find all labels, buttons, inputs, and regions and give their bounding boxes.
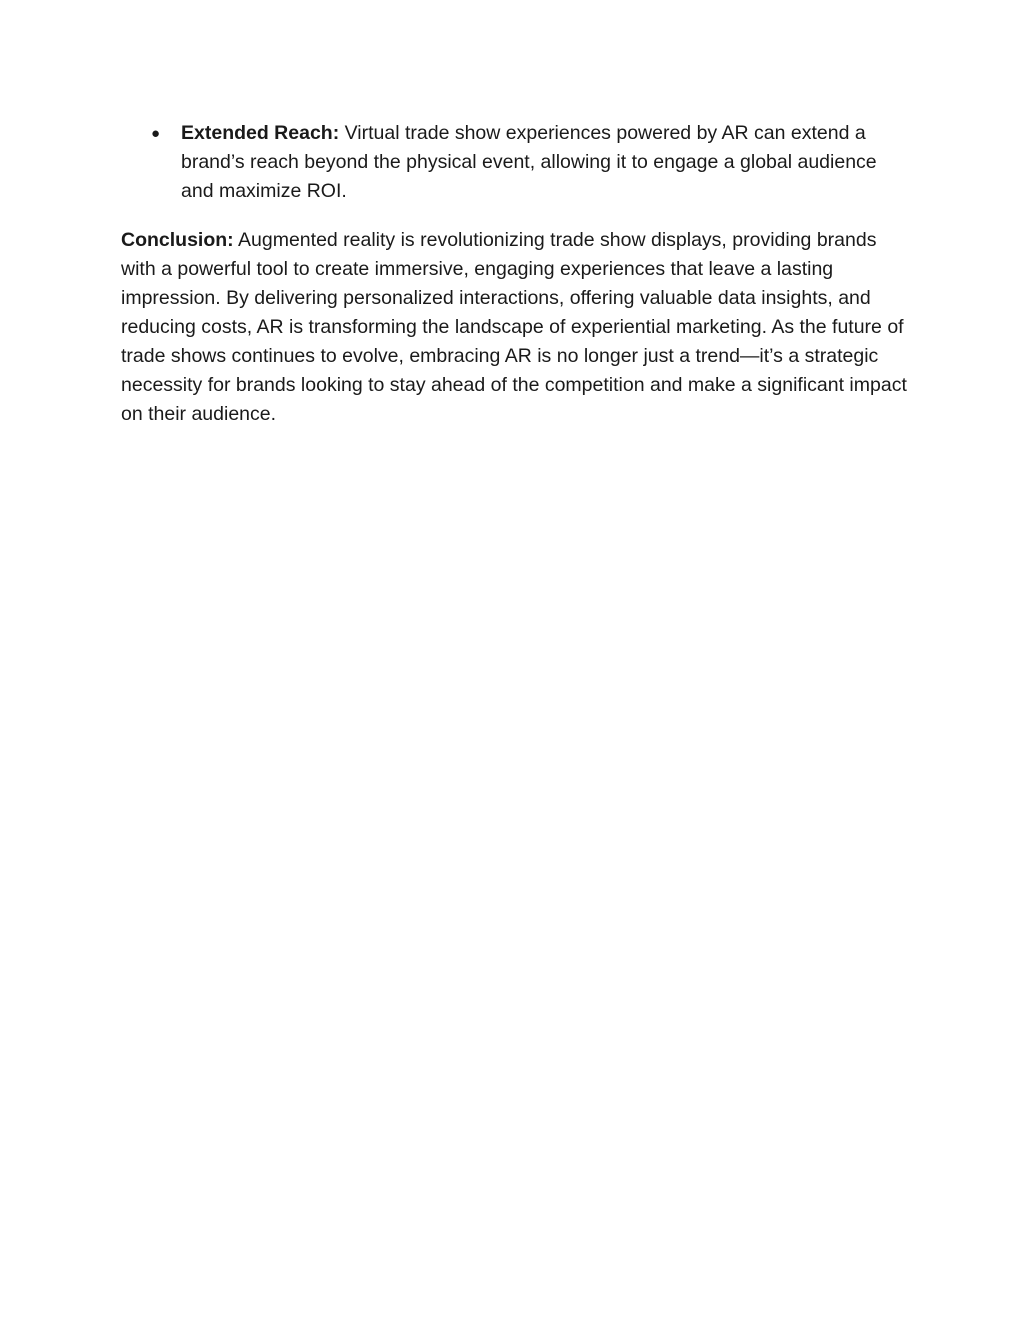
conclusion-text: Augmented reality is revolutionizing trade show displays, providing brands with a powerful tool to create immersive, engaging experiences that leave a lasting impression. By delivering personalized interactions, offering valuable data insights, and reducing costs, AR is transforming the landscape of experiential marketing. As the future of trade shows continues to evolve, embracing AR is no longer just a trend—it’s a strategic necessity for brands looking to stay ahead of the competition and make a significant impact on their audience.	[121, 229, 907, 425]
conclusion-paragraph	[121, 226, 911, 429]
bullet-list	[151, 119, 911, 206]
bullet-marker: ●	[151, 125, 161, 142]
bullet-title: Extended Reach:	[181, 122, 340, 144]
bullet-item-extended-reach	[151, 119, 911, 206]
conclusion-title: Conclusion:	[121, 229, 234, 251]
bullet-text: Virtual trade show experiences powered by AR can extend a brand’s reach beyond the physical event, allowing it to engage a global audience and maximize ROI.	[181, 122, 877, 202]
